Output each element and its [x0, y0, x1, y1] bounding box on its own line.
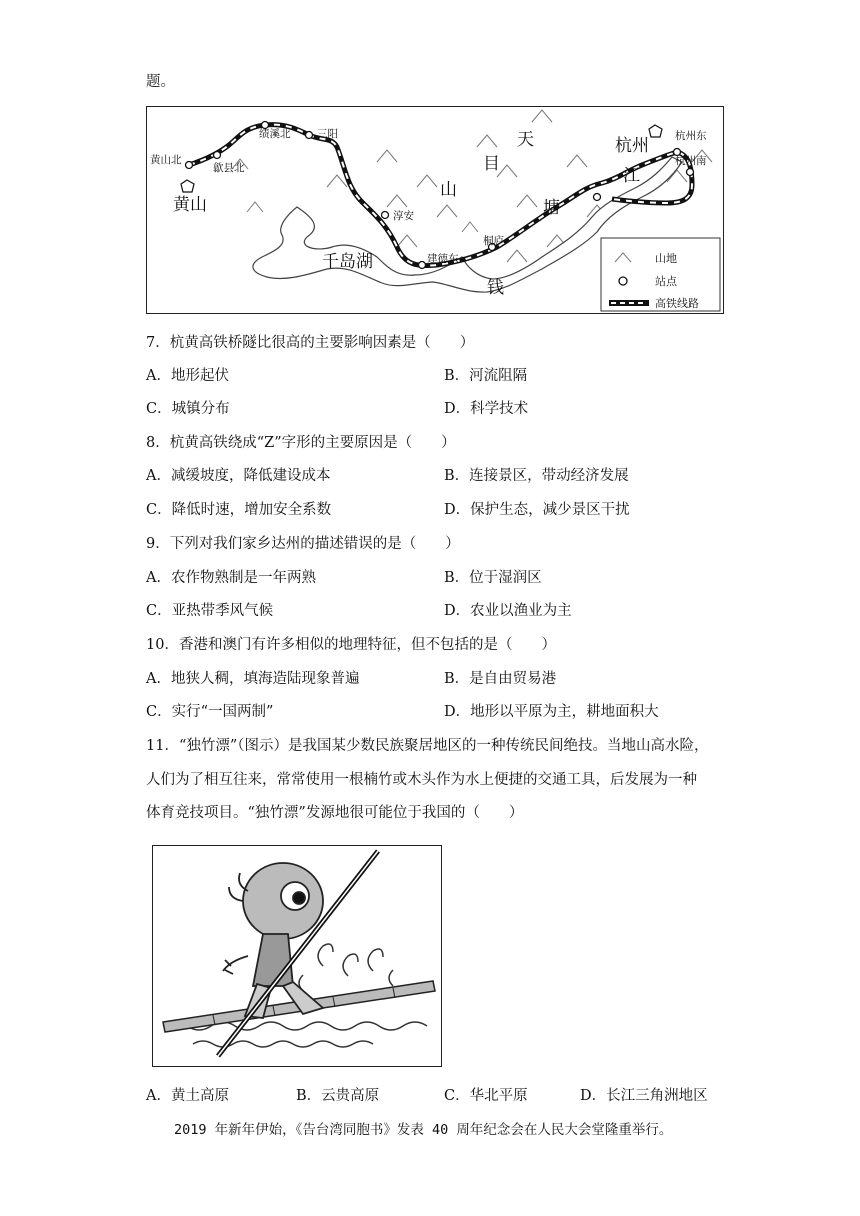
intro-fragment: 题。	[146, 74, 175, 90]
question-10-option-d: D．地形以平原为主，耕地面积大	[444, 704, 659, 720]
question-9-option-d: D．农业以渔业为主	[444, 603, 572, 619]
question-11-option-d: D．长江三角洲地区	[580, 1088, 708, 1104]
place-label-qiantang: 江	[623, 166, 640, 186]
passage-intro-line: 2019 年新年伊始，《告台湾同胞书》发表 40 周年纪念会在人民大会堂隆重举行。	[174, 1122, 673, 1138]
question-7-stem: 7．杭黄高铁桥隧比很高的主要影响因素是（ ）	[146, 335, 475, 351]
map-legend	[601, 238, 720, 311]
question-8-option-c: C．降低时速，增加安全系数	[146, 502, 332, 518]
legend-station-label: 站点	[655, 275, 677, 288]
station-label: 杭州东	[675, 130, 707, 142]
place-label-tianmu: 天	[517, 130, 534, 150]
question-11-line-2: 人们为了相互往来，常常使用一根楠竹或木头作为水上便捷的交通工具，后发展为一种	[146, 772, 697, 788]
question-7-option-b: B．河流阻隔	[444, 368, 528, 384]
question-9-option-b: B．位于湿润区	[444, 570, 542, 586]
place-label-qiandaohu: 千岛湖	[322, 252, 373, 272]
station-label: 建德东	[427, 253, 459, 265]
question-7-option-d: D．科学技术	[444, 401, 529, 417]
hangzhou-city-icon	[649, 125, 662, 137]
question-9-option-c: C．亚热带季风气候	[146, 603, 274, 619]
railway-map-graphic	[147, 107, 722, 312]
question-8-option-d: D．保护生态，减少景区干扰	[444, 502, 630, 518]
station-label: 杭州南	[675, 155, 707, 167]
legend-mountain-label: 山地	[655, 252, 677, 265]
question-11-line-3: 体育竞技项目。“独竹漂”发源地很可能位于我国的（ ）	[146, 805, 524, 821]
huangshan-city-icon	[181, 180, 194, 192]
station-label: 三阳	[317, 128, 338, 140]
place-label-tianmu: 山	[440, 180, 457, 200]
station-label: 桐庐	[483, 235, 504, 247]
station-label: 黄山北	[150, 154, 182, 166]
station-dot	[687, 169, 694, 176]
question-8-option-b: B．连接景区，带动经济发展	[444, 468, 629, 484]
station-legend-icon	[619, 277, 627, 285]
question-9-stem: 9．下列对我们家乡达州的描述错误的是（ ）	[146, 536, 460, 552]
question-10-option-b: B．是自由贸易港	[444, 671, 557, 687]
station-dot	[186, 162, 193, 169]
station-dot	[594, 194, 601, 201]
place-label-qiantang: 钱	[487, 278, 504, 298]
question-8-option-a: A．减缓坡度，降低建设成本	[146, 468, 331, 484]
question-11-line-1: 11．“独竹漂”（图示）是我国某少数民族聚居地区的一种传统民间绝技。当地山高水险，	[146, 738, 709, 754]
station-dot	[382, 212, 389, 219]
station-dot	[419, 262, 426, 269]
question-8-stem: 8．杭黄高铁绕成“Z”字形的主要原因是（ ）	[146, 435, 456, 451]
question-11-option-b: B．云贵高原	[296, 1088, 380, 1104]
question-11-option-a: A．黄土高原	[146, 1088, 229, 1104]
question-7-option-a: A．地形起伏	[146, 368, 229, 384]
station-label: 绩溪北	[259, 128, 291, 140]
station-dot	[214, 152, 221, 159]
single-bamboo-rafting-illustration	[152, 845, 442, 1067]
question-7-option-c: C．城镇分布	[146, 401, 230, 417]
question-10-option-a: A．地狭人稠，填海造陆现象普遍	[146, 671, 360, 687]
question-10-stem: 10．香港和澳门有许多相似的地理特征，但不包括的是（ ）	[146, 637, 556, 653]
legend-railway-label: 高铁线路	[655, 297, 699, 310]
question-9-option-a: A．农作物熟制是一年两熟	[146, 570, 316, 586]
place-label-huangshan: 黄山	[173, 195, 207, 215]
station-dot	[306, 132, 313, 139]
station-label: 淳安	[393, 210, 414, 222]
station-label: 歙县北	[213, 162, 245, 174]
question-11-option-c: C．华北平原	[444, 1088, 528, 1104]
place-label-tianmu: 目	[483, 154, 500, 174]
place-label-hangzhou: 杭州	[615, 136, 649, 156]
railway-map	[146, 106, 724, 314]
question-10-option-c: C．实行“一国两制”	[146, 704, 274, 720]
place-label-qiantang: 塘	[543, 198, 560, 218]
